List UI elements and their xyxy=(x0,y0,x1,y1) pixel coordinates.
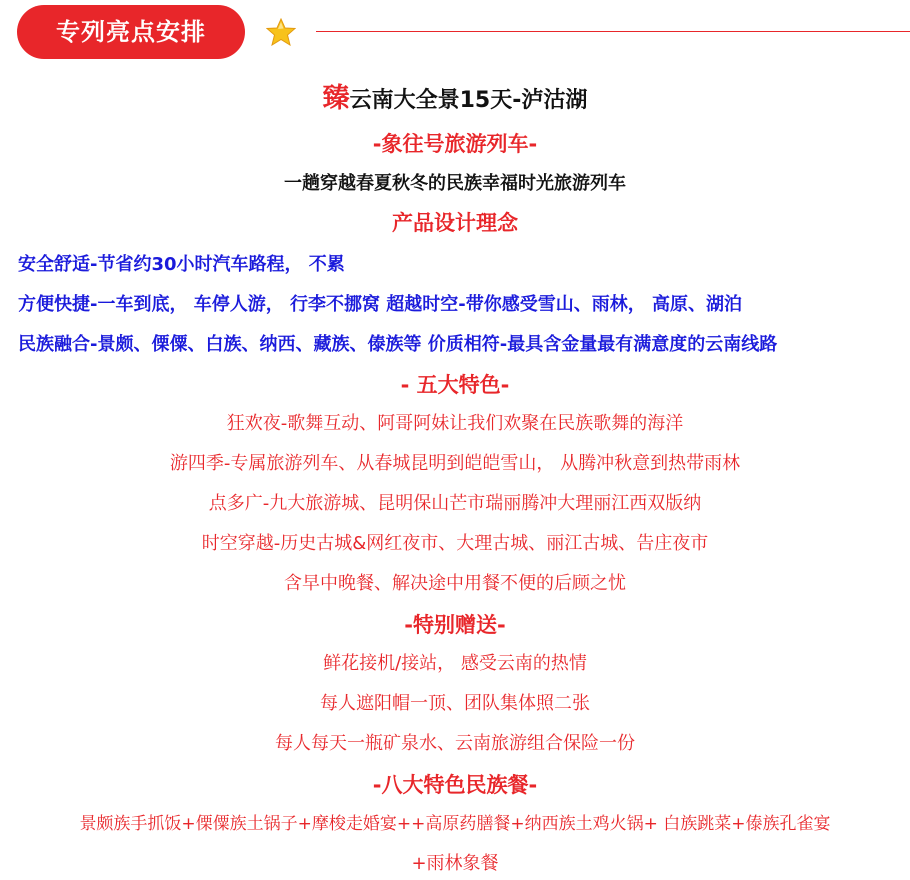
gift-item: 每人遮阳帽一顶、团队集体照二张 xyxy=(320,693,590,714)
train-name: -象往号旅游列车- xyxy=(372,132,538,156)
feature-item: 游四季-专属旅游列车、从春城昆明到皑皑雪山， 从腾冲秋意到热带雨林 xyxy=(169,453,741,474)
meal-list: +雨林象餐 xyxy=(411,853,499,874)
header-divider xyxy=(316,31,910,32)
section-badge: 专列亮点安排 xyxy=(17,5,245,59)
title-text: 云南大全景15天-泸沽湖 xyxy=(349,88,588,113)
features-heading: - 五大特色- xyxy=(400,373,510,397)
design-point: 方便快捷-一车到底， 车停人游， 行李不挪窝 超越时空-带你感受雪山、雨林， 高原、湖泊 xyxy=(18,294,743,315)
meal-list: 景颇族手抓饭+傈僳族土锅子+摩梭走婚宴++高原药膳餐+纳西族土鸡火锅+ 白族跳菜+傣族孔雀宴 xyxy=(79,814,831,834)
feature-item: 狂欢夜-歌舞互动、阿哥阿妹让我们欢聚在民族歌舞的海洋 xyxy=(226,413,684,434)
gifts-heading: -特别赠送- xyxy=(404,613,506,637)
gift-item: 每人每天一瓶矿泉水、云南旅游组合保险一份 xyxy=(275,733,635,754)
tagline: 一趟穿越春夏秋冬的民族幸福时光旅游列车 xyxy=(284,173,626,194)
feature-item: 含早中晚餐、解决途中用餐不便的后顾之忧 xyxy=(284,573,626,594)
star-icon xyxy=(266,18,296,46)
section-header xyxy=(0,0,910,64)
meals-heading: -八大特色民族餐- xyxy=(372,773,538,797)
gift-item: 鲜花接机/接站， 感受云南的热情 xyxy=(323,653,587,674)
page-title xyxy=(0,84,910,116)
design-point: 民族融合-景颇、傈僳、白族、纳西、藏族、傣族等 价质相符-最具含金量最有满意度的云南线路 xyxy=(18,334,778,355)
title-accent-char: 臻 xyxy=(322,83,350,114)
feature-item: 时空穿越-历史古城&网红夜市、大理古城、丽江古城、告庄夜市 xyxy=(201,533,709,554)
design-point: 安全舒适-节省约30小时汽车路程， 不累 xyxy=(18,254,345,275)
design-heading: 产品设计理念 xyxy=(392,211,518,235)
feature-item: 点多广-九大旅游城、昆明保山芒市瑞丽腾冲大理丽江西双版纳 xyxy=(208,493,702,514)
